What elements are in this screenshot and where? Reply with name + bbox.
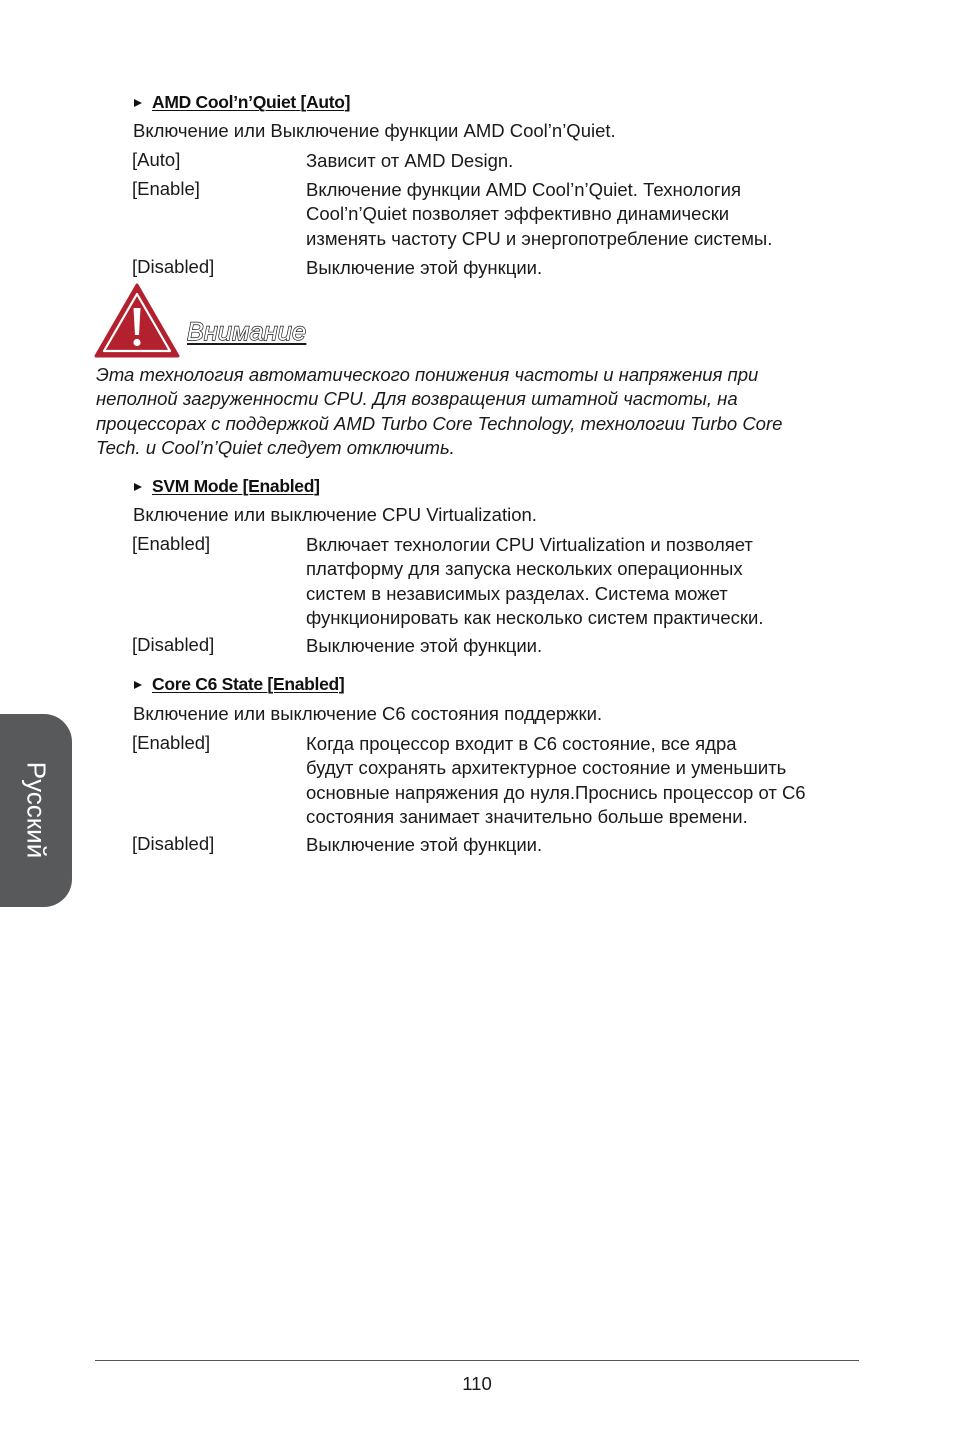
- language-side-tab: [0, 714, 72, 907]
- section-title-label: Core C6 State [Enabled]: [152, 674, 345, 694]
- option-key: [Disabled]: [132, 256, 215, 277]
- section-description: Включение или Выключение функции AMD Cool’n’Quiet.: [133, 120, 616, 141]
- warning-title: Внимание: [187, 318, 307, 346]
- option-value: Включение функции AMD Cool’n’Quiet. Технология Cool’n’Quiet позволяет эффективно динамически изменять частоту CPU и энергопотребление системы.: [306, 179, 773, 249]
- option-value: Зависит от AMD Design.: [306, 150, 514, 171]
- section-title-amd-coolnquiet: [134, 92, 350, 113]
- option-value: Когда процессор входит в C6 состояние, все ядра будут сохранять архитектурное состояние и уменьшить основные напряжения до нуля.Проснись процессор от C6 состояния занимает значительно больше времени.: [306, 733, 806, 827]
- section-title-label: AMD Cool’n’Quiet [Auto]: [152, 92, 351, 112]
- option-key: [Disabled]: [132, 833, 215, 854]
- option-key: [Auto]: [132, 149, 181, 170]
- language-side-tab-label: Русский: [21, 761, 52, 859]
- section-description: Включение или выключение CPU Virtualization.: [133, 504, 537, 525]
- footer-divider: [95, 1360, 859, 1361]
- section-title-label: SVM Mode [Enabled]: [152, 476, 320, 496]
- page-number: 110: [462, 1373, 492, 1394]
- option-key: [Enabled]: [132, 533, 211, 554]
- option-key: [Enabled]: [132, 732, 211, 753]
- bullet-triangle-icon: [134, 99, 142, 107]
- option-value: Выключение этой функции.: [306, 834, 543, 855]
- option-value: Выключение этой функции.: [306, 257, 543, 278]
- section-title-svm-mode: [134, 476, 320, 497]
- warning-triangle-icon: [94, 283, 180, 359]
- section-title-core-c6-state: [134, 674, 344, 695]
- warning-text: Эта технология автоматического понижения частоты и напряжения при неполной загруженности CPU. Для возвращения штатной частоты, на процессорах с поддержкой AMD Turbo Core Technology, технологии Turbo Core Tech. и Cool’n’Quiet следует отключить.: [96, 364, 783, 458]
- bullet-triangle-icon: [134, 681, 142, 689]
- section-description: Включение или выключение C6 состояния поддержки.: [133, 703, 603, 724]
- option-key: [Disabled]: [132, 634, 215, 655]
- option-value: Включает технологии CPU Virtualization и позволяет платформу для запуска нескольких операционных систем в независимых разделах. Система может функционировать как несколько систем практически.: [306, 534, 764, 628]
- bullet-triangle-icon: [134, 483, 142, 491]
- option-key: [Enable]: [132, 178, 200, 199]
- option-value: Выключение этой функции.: [306, 635, 543, 656]
